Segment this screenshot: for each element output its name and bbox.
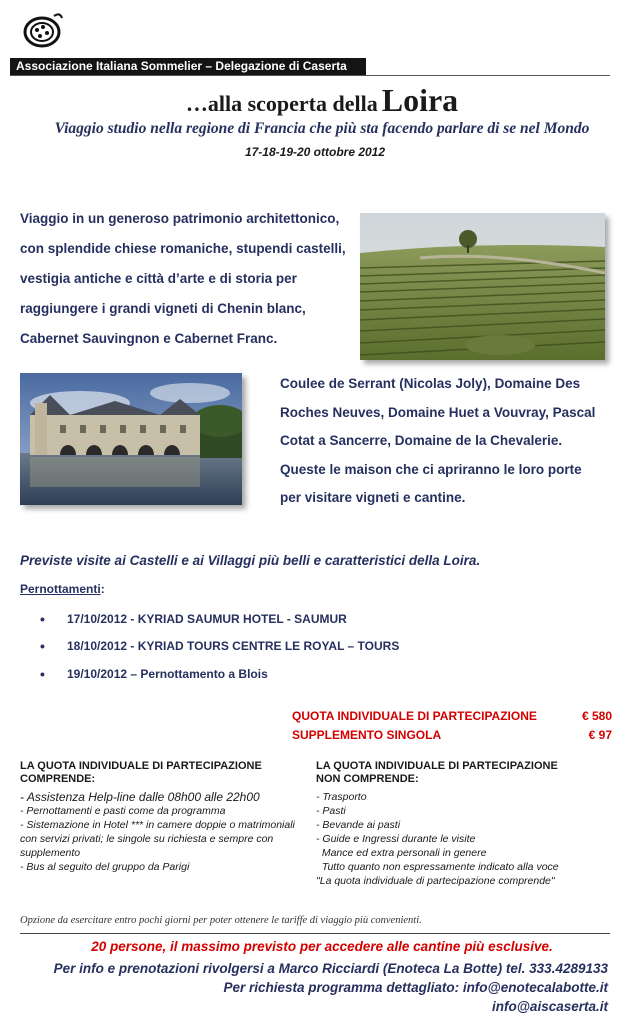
title-prefix: …alla scoperta della [185,91,378,116]
intro-line: Viaggio in un generoso patrimonio architettonico, [20,211,340,226]
vineyard-photo [360,213,605,360]
stay-text: 19/10/2012 – Pernottamento a Blois [67,666,268,681]
pernottamenti-heading: Pernottamenti [20,582,101,596]
domaines-line: Coulee de Serrant (Nicolas Joly), Domaine Des [280,376,581,391]
non-comprende-column [316,760,616,888]
bullet-icon: • [40,665,45,682]
intro-line: raggiungere i grandi vigneti di Chenin blanc, [20,301,306,316]
list-item [40,633,399,661]
list-item: - Assistenza Help-line dalle 08h00 alle 22h00 [20,790,260,804]
stay-text: 18/10/2012 - KYRIAD TOURS CENTRE LE ROYAL – TOURS [67,639,400,654]
bullet-icon: • [40,638,45,655]
list-item: - Trasporto [316,791,367,803]
quota-row [292,707,612,726]
domaines-paragraph [280,370,610,513]
list-item: - Pasti [316,805,346,817]
trip-dates: 17-18-19-20 ottobre 2012 [244,145,386,159]
singola-row [292,726,612,745]
intro-paragraph [20,204,360,354]
list-item [40,660,399,688]
comprende-column [20,760,300,874]
domaines-line: Roches Neuves, Domaine Huet a Vouvray, Pascal [280,404,596,420]
stay-text: 17/10/2012 - KYRIAD SAUMUR HOTEL - SAUMUR [67,611,347,626]
domaines-line: Cotat a Sancerre, Domaine de la Chevalerie. [280,433,563,448]
non-comprende-heading-line: LA QUOTA INDIVIDUALE DI PARTECIPAZIONE [316,760,558,772]
pernottamenti-label [20,582,105,596]
list-item: Tutto quanto non espressamente indicato alla voce [316,861,559,873]
list-item: "La quota individuale di partecipazione comprende" [316,875,555,887]
domaines-line: per visitare vigneti e cantine. [280,490,466,505]
overnight-list [40,605,399,688]
program-request[interactable]: Per richiesta programma dettagliato: info@enotecalabotte.it [223,980,608,995]
chateau-photo [20,373,242,505]
list-item: Mance ed extra personali in genere [316,847,487,859]
contact-email[interactable]: info@aiscaserta.it [492,999,608,1014]
quota-price: € 580 [581,709,612,723]
price-box [292,707,612,745]
visits-line: Previste visite ai Castelli e ai Villaggi più belli e caratteristici della Loira. [20,553,481,568]
option-note: Opzione da esercitare entro pochi giorni per poter ottenere le tariffe di viaggio più convenienti. [20,915,422,926]
ais-logo [22,10,66,50]
page-title [0,82,644,119]
subtitle: Viaggio studio nella regione di Francia che più sta facendo parlare di se nel Mondo [54,120,590,137]
title-main: Loira [381,82,459,118]
non-comprende-heading-line: NON COMPRENDE: [316,773,419,785]
comprende-heading [20,760,300,786]
quota-label: QUOTA INDIVIDUALE DI PARTECIPAZIONE [292,709,537,723]
singola-label: SUPPLEMENTO SINGOLA [292,728,442,742]
footer-divider [20,933,610,934]
association-band: Associazione Italiana Sommelier – Delegazione di Caserta [10,58,366,75]
intro-line: vestigia antiche e città d’arte e di storia per [20,271,297,286]
booking-contact: Per info e prenotazioni rivolgersi a Marco Ricciardi (Enoteca La Botte) tel. 333.4289133 [53,961,608,976]
non-comprende-heading [316,760,616,786]
pernottamenti-colon: : [100,582,105,596]
list-item: - Guide e Ingressi durante le visite [316,833,476,845]
singola-price: € 97 [588,728,612,742]
list-item: - Bevande ai pasti [316,819,401,831]
comprende-heading-line: LA QUOTA INDIVIDUALE DI PARTECIPAZIONE [20,760,262,772]
bullet-icon: • [40,610,45,627]
intro-line: con splendide chiese romaniche, stupendi castelli, [20,241,346,256]
header-divider [10,75,610,76]
domaines-line: Queste le maison che ci apriranno le loro porte [280,461,582,477]
list-item: - Pernottamenti e pasti come da programma [20,805,226,817]
comprende-heading-line: COMPRENDE: [20,773,96,785]
group-size-note: 20 persone, il massimo previsto per accedere alle cantine più esclusive. [91,939,553,954]
intro-line: Cabernet Sauvingnon e Cabernet Franc. [20,331,278,346]
list-item: - Bus al seguito del gruppo da Parigi [20,861,190,873]
list-item: - Sistemazione in Hotel *** in camere doppie o matrimoniali con servizi privati; le singole su richiesta e sempre con supplemento [20,819,295,859]
list-item [40,605,399,633]
